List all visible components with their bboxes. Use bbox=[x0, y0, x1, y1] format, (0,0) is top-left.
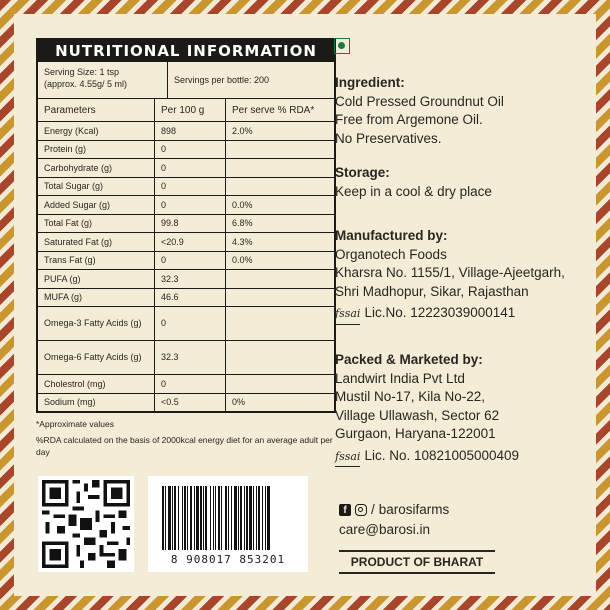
row-param: Omega-6 Fatty Acids (g) bbox=[38, 341, 155, 375]
row-rda bbox=[226, 307, 335, 341]
ingredient-line: Cold Pressed Groundnut Oil bbox=[335, 93, 504, 109]
storage-heading: Storage: bbox=[335, 165, 390, 180]
packer-lic-text: Lic. No. 10821005000409 bbox=[364, 447, 520, 463]
origin-label: PRODUCT OF BHARAT bbox=[339, 550, 495, 574]
row-per100: 898 bbox=[155, 122, 226, 141]
row-param: PUFA (g) bbox=[38, 270, 155, 289]
row-per100: 32.3 bbox=[155, 270, 226, 289]
row-rda: 4.3% bbox=[226, 233, 335, 252]
manufacturer-heading: Manufactured by: bbox=[335, 228, 448, 243]
row-param: Total Fat (g) bbox=[38, 214, 155, 233]
row-per100: 32.3 bbox=[155, 341, 226, 375]
table-row bbox=[38, 159, 334, 178]
header-per-100g: Per 100 g bbox=[155, 99, 226, 122]
social-handle[interactable]: barosifarms bbox=[378, 502, 450, 517]
manufacturer-section bbox=[335, 227, 565, 325]
table-row bbox=[38, 196, 334, 215]
servings-per-bottle: Servings per bottle: 200 bbox=[174, 75, 270, 85]
label-card bbox=[14, 14, 596, 596]
ingredient-heading: Ingredient: bbox=[335, 75, 405, 90]
approx-note: *Approximate values bbox=[36, 419, 114, 429]
packer-license bbox=[335, 447, 519, 468]
ingredient-section bbox=[335, 74, 504, 148]
table-header-row bbox=[38, 99, 334, 122]
social-links bbox=[339, 502, 449, 517]
facebook-icon[interactable]: f bbox=[339, 504, 351, 516]
storage-section bbox=[335, 164, 492, 201]
table-row bbox=[38, 214, 334, 233]
rda-note: %RDA calculated on the basis of 2000kcal energy diet for an average adult per day bbox=[36, 435, 333, 457]
nutrition-panel bbox=[36, 38, 336, 413]
row-per100: 99.8 bbox=[155, 214, 226, 233]
ingredient-line: Free from Argemone Oil. bbox=[335, 112, 483, 127]
row-rda bbox=[226, 177, 335, 196]
row-rda bbox=[226, 341, 335, 375]
manufacturer-line: Kharsra No. 1155/1, Village-Ajeetgarh, bbox=[335, 265, 565, 280]
row-param: Protein (g) bbox=[38, 140, 155, 159]
row-param: Energy (Kcal) bbox=[38, 122, 155, 141]
fssai-logo-icon: fssai bbox=[335, 305, 360, 325]
table-row bbox=[38, 307, 334, 341]
table-row bbox=[38, 375, 334, 394]
row-per100: 0 bbox=[155, 307, 226, 341]
table-row bbox=[38, 251, 334, 270]
table-row bbox=[38, 288, 334, 307]
table-row bbox=[38, 140, 334, 159]
packer-line: Village Ullawash, Sector 62 bbox=[335, 407, 500, 423]
row-per100: 0 bbox=[155, 159, 226, 178]
table-row bbox=[38, 393, 334, 411]
table-row bbox=[38, 177, 334, 196]
manufacturer-license bbox=[335, 304, 565, 325]
row-rda: 0% bbox=[226, 393, 335, 411]
instagram-icon[interactable] bbox=[355, 504, 367, 516]
row-per100: 0 bbox=[155, 196, 226, 215]
row-param: Cholestrol (mg) bbox=[38, 375, 155, 394]
table-row bbox=[38, 270, 334, 289]
nutrition-title: NUTRITIONAL INFORMATION bbox=[38, 40, 334, 62]
packer-line: Mustil No-17, Kila No-22, bbox=[335, 389, 486, 404]
table-row bbox=[38, 233, 334, 252]
row-param: Added Sugar (g) bbox=[38, 196, 155, 215]
nutrition-notes bbox=[36, 418, 336, 462]
row-param: Trans Fat (g) bbox=[38, 251, 155, 270]
row-param: Total Sugar (g) bbox=[38, 177, 155, 196]
row-param: Omega-3 Fatty Acids (g) bbox=[38, 307, 155, 341]
row-rda bbox=[226, 159, 335, 178]
manufacturer-line: Organotech Foods bbox=[335, 246, 447, 262]
social-separator: / bbox=[371, 502, 375, 517]
header-rda: Per serve % RDA* bbox=[226, 99, 335, 122]
row-per100: 0 bbox=[155, 177, 226, 196]
storage-text: Keep in a cool & dry place bbox=[335, 183, 492, 199]
nutrition-table bbox=[38, 99, 334, 411]
packer-heading: Packed & Marketed by: bbox=[335, 352, 483, 367]
row-rda: 6.8% bbox=[226, 214, 335, 233]
row-param: Saturated Fat (g) bbox=[38, 233, 155, 252]
barcode-number: 8 908017 853201 bbox=[170, 553, 286, 566]
manufacturer-line: Shri Madhopur, Sikar, Rajasthan bbox=[335, 283, 529, 299]
packer-line: Gurgaon, Haryana-122001 bbox=[335, 426, 496, 441]
row-per100: 46.6 bbox=[155, 288, 226, 307]
fssai-logo-icon: fssai bbox=[335, 448, 360, 468]
qr-code[interactable] bbox=[38, 476, 134, 572]
row-rda bbox=[226, 288, 335, 307]
row-rda bbox=[226, 270, 335, 289]
barcode bbox=[148, 476, 308, 572]
qr-code-icon bbox=[38, 476, 134, 572]
row-rda bbox=[226, 140, 335, 159]
packer-line: Landwirt India Pvt Ltd bbox=[335, 370, 465, 386]
row-per100: <20.9 bbox=[155, 233, 226, 252]
header-parameters: Parameters bbox=[38, 99, 155, 122]
row-rda: 0.0% bbox=[226, 196, 335, 215]
row-rda: 2.0% bbox=[226, 122, 335, 141]
row-param: Carbohydrate (g) bbox=[38, 159, 155, 178]
row-param: MUFA (g) bbox=[38, 288, 155, 307]
ingredient-line: No Preservatives. bbox=[335, 130, 442, 146]
table-row bbox=[38, 341, 334, 375]
manufacturer-lic-text: Lic.No. 12223039000141 bbox=[364, 305, 516, 320]
row-per100: 0 bbox=[155, 140, 226, 159]
serving-size: Serving Size: 1 tsp (approx. 4.55g/ 5 ml) bbox=[38, 62, 168, 98]
serving-info bbox=[38, 62, 334, 99]
row-per100: 0 bbox=[155, 375, 226, 394]
email-link[interactable]: care@barosi.in bbox=[339, 522, 430, 537]
packer-section bbox=[335, 351, 519, 467]
row-per100: <0.5 bbox=[155, 393, 226, 411]
row-per100: 0 bbox=[155, 251, 226, 270]
row-param: Sodium (mg) bbox=[38, 393, 155, 411]
row-rda bbox=[226, 375, 335, 394]
veg-symbol-icon bbox=[334, 38, 350, 54]
table-row bbox=[38, 122, 334, 141]
row-rda: 0.0% bbox=[226, 251, 335, 270]
